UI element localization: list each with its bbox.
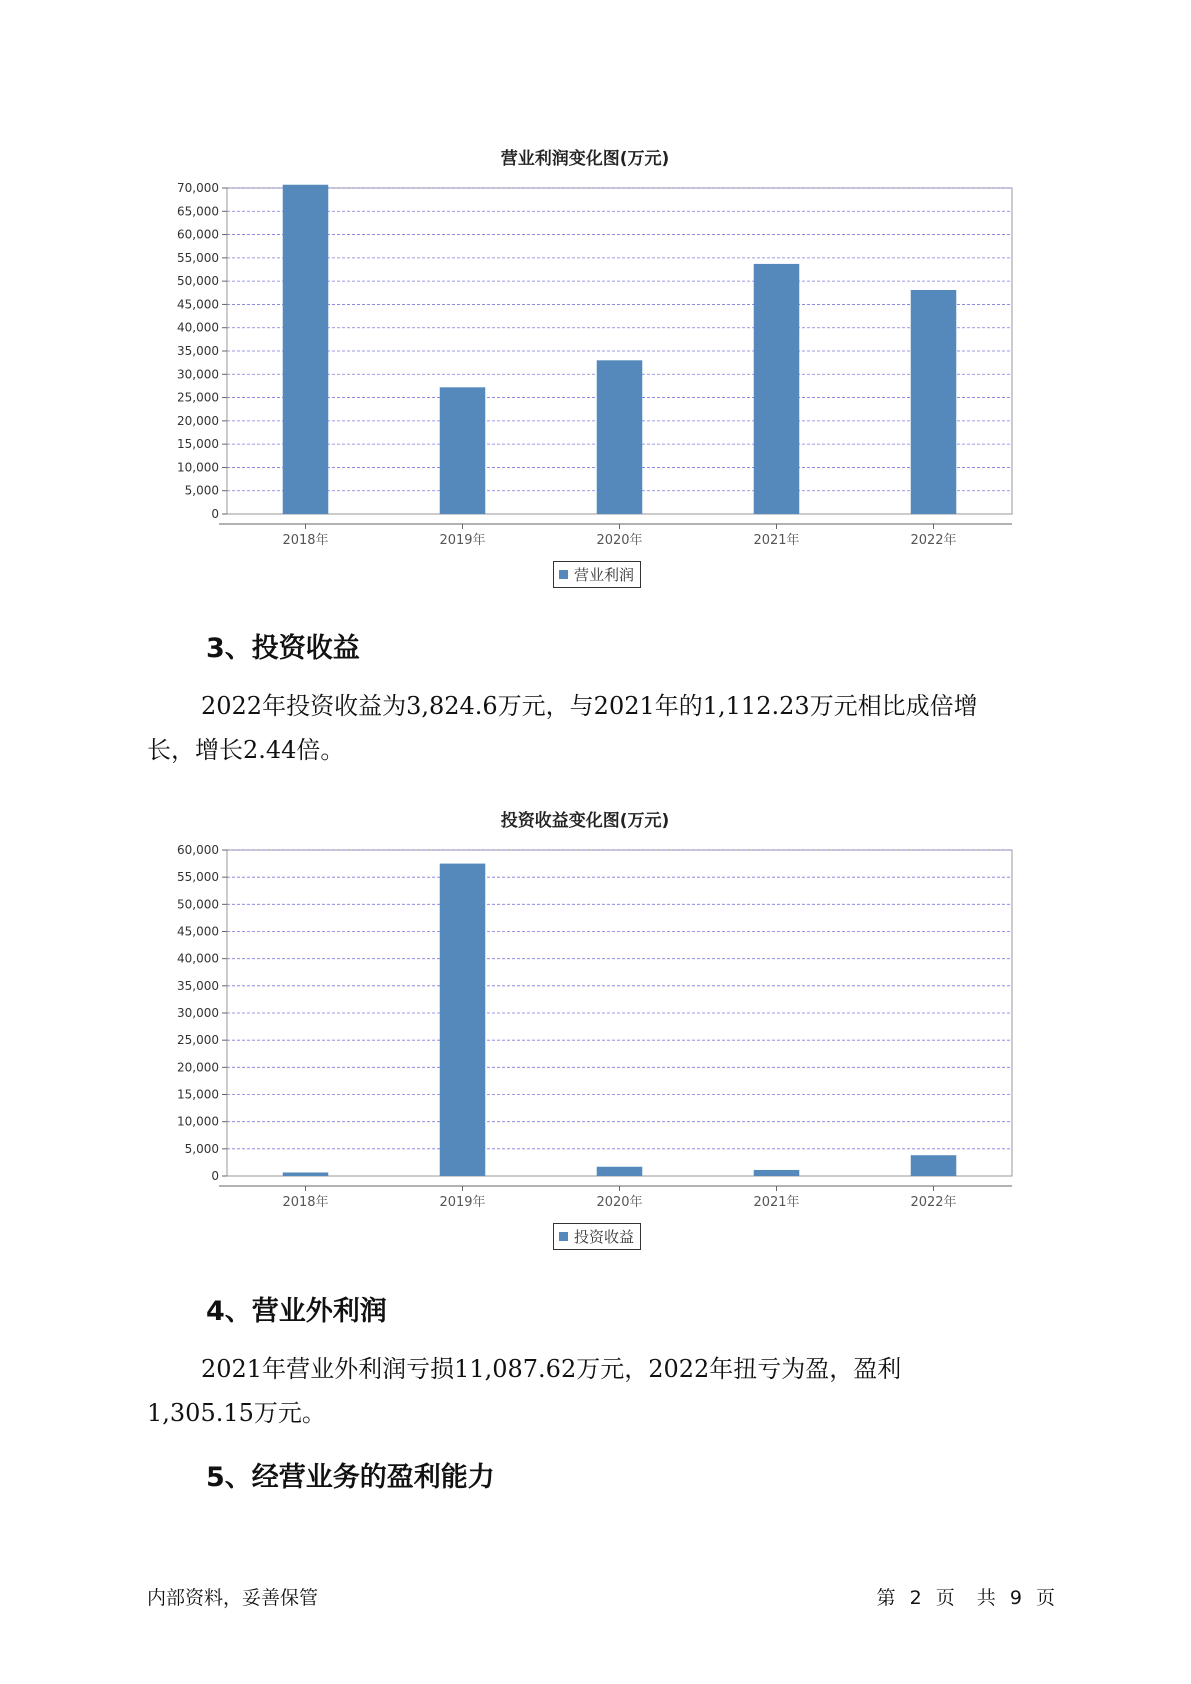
x-tick-label: 2021年 (753, 1195, 800, 1210)
paragraph-line: 长，增长2.44倍。 (147, 736, 345, 764)
bar-2019年 (440, 864, 486, 1176)
chart-legend (553, 1223, 641, 1250)
page-total-prefix: 共 (976, 1587, 996, 1609)
page-mid: 页 (935, 1587, 955, 1609)
x-tick-label: 2020年 (596, 533, 643, 548)
y-tick-label: 45,000 (177, 924, 219, 939)
investment-income-bar-chart (150, 840, 1020, 1260)
bar-2022年 (911, 290, 957, 514)
x-tick-label: 2022年 (910, 1195, 957, 1210)
footer-confidential-note: 内部资料，妥善保管 (147, 1587, 319, 1609)
y-tick-label: 60,000 (177, 227, 219, 242)
section-heading-non-operating-profit: 4、营业外利润 (206, 1296, 387, 1327)
x-tick-label: 2019年 (439, 1195, 486, 1210)
chart-title: 营业利润变化图(万元) (500, 149, 670, 169)
page-current: 2 (909, 1587, 922, 1609)
x-tick-label: 2019年 (439, 533, 486, 548)
y-tick-label: 40,000 (177, 320, 219, 335)
y-tick-label: 5,000 (184, 483, 219, 498)
y-tick-label: 65,000 (177, 204, 219, 219)
footer-page-number (877, 1583, 1055, 1610)
operating-profit-bar-chart (150, 178, 1020, 598)
y-tick-label: 20,000 (177, 1060, 219, 1075)
y-tick-label: 25,000 (177, 1033, 219, 1048)
page-total: 9 (1009, 1587, 1022, 1609)
y-tick-label: 35,000 (177, 344, 219, 358)
y-tick-label: 30,000 (177, 367, 219, 382)
bar-2020年 (597, 360, 643, 514)
y-tick-label: 55,000 (177, 870, 219, 885)
paragraph-line (147, 684, 1082, 728)
y-tick-label: 25,000 (177, 390, 219, 405)
bar-2021年 (754, 264, 800, 514)
section-heading-investment-income: 3、投资收益 (206, 633, 360, 664)
y-tick-label: 5,000 (184, 1141, 219, 1156)
x-tick-label: 2022年 (910, 533, 957, 548)
paragraph-line (147, 1347, 1082, 1391)
bar-2018年 (283, 1172, 329, 1176)
y-tick-label: 20,000 (177, 413, 219, 428)
paragraph-text: 2021年营业外利润亏损11,087.62万元，2022年扭亏为盈，盈利 (201, 1355, 902, 1383)
y-tick-label: 30,000 (177, 1006, 219, 1020)
chart-title: 投资收益变化图(万元) (500, 811, 670, 831)
x-tick-label: 2018年 (282, 1195, 329, 1210)
y-tick-label: 10,000 (177, 1114, 219, 1129)
y-tick-label: 40,000 (177, 951, 219, 966)
paragraph-text: 2022年投资收益为3,824.6万元，与2021年的1,112.23万元相比成倍增 (201, 692, 978, 720)
y-tick-label: 0 (211, 1169, 219, 1183)
legend-swatch (559, 570, 568, 579)
x-tick-label: 2018年 (282, 533, 329, 548)
x-tick-label: 2020年 (596, 1195, 643, 1210)
bar-2018年 (283, 185, 329, 514)
y-tick-label: 35,000 (177, 978, 219, 993)
y-tick-label: 45,000 (177, 297, 219, 312)
bar-2019年 (440, 387, 486, 514)
legend-label: 投资收益 (574, 1228, 635, 1246)
legend-swatch (559, 1232, 568, 1241)
y-tick-label: 0 (211, 507, 219, 521)
y-tick-label: 60,000 (177, 843, 219, 857)
investment-income-chart (150, 802, 1020, 1262)
y-tick-label: 70,000 (177, 181, 219, 195)
chart-legend (553, 561, 641, 588)
paragraph-investment-income (147, 684, 1082, 772)
legend-label: 营业利润 (574, 566, 635, 584)
x-tick-label: 2021年 (753, 533, 800, 548)
bar-2020年 (597, 1167, 643, 1176)
y-tick-label: 15,000 (177, 437, 219, 452)
bar-2021年 (754, 1170, 800, 1176)
y-tick-label: 50,000 (177, 897, 219, 912)
page-prefix: 第 (876, 1587, 896, 1609)
section-heading-profitability: 5、经营业务的盈利能力 (206, 1462, 495, 1493)
y-tick-label: 55,000 (177, 250, 219, 265)
bar-2022年 (911, 1155, 957, 1176)
y-tick-label: 10,000 (177, 460, 219, 475)
paragraph-line: 1,305.15万元。 (147, 1399, 326, 1427)
y-tick-label: 50,000 (177, 274, 219, 289)
y-tick-label: 15,000 (177, 1087, 219, 1102)
operating-profit-chart (150, 140, 1020, 600)
paragraph-non-operating-profit (147, 1347, 1082, 1435)
page-suffix: 页 (1035, 1587, 1055, 1609)
